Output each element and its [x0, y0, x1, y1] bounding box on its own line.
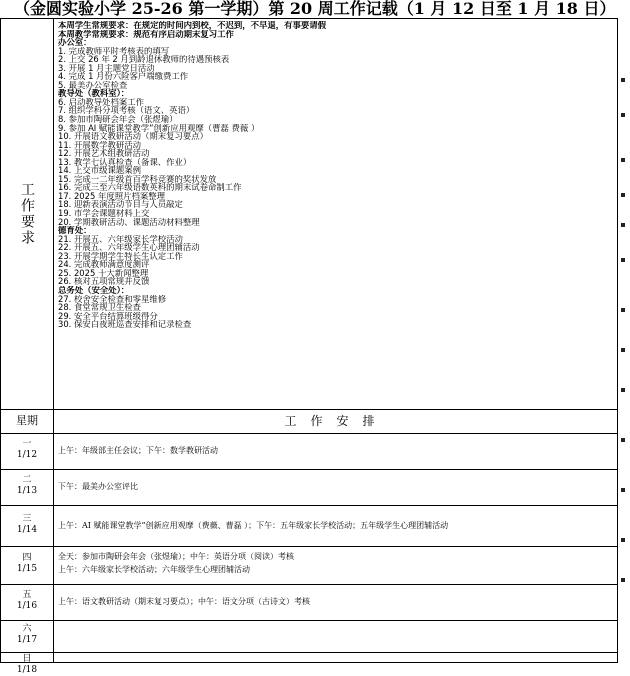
- requirement-item: 15. 完成一二年级首百学科竞赛的奖状发放: [58, 174, 217, 184]
- requirement-item: 11. 开展数学教研活动: [58, 140, 141, 150]
- arrangement-line: 上午：AI 赋能课堂教学”创新应用观摩（费薇、曹磊 ）；下午：五年级家长学校活动；五年级学生心理团辅活动: [58, 520, 449, 530]
- weekday-cell: [1, 590, 53, 612]
- row-divider: [1, 546, 617, 547]
- requirement-item: 12. 开展艺术组教研活动: [58, 149, 150, 158]
- requirement-item: 24. 完成教师满意度测评: [58, 260, 150, 269]
- requirement-item: 25. 2025 十大新闻整理: [58, 268, 149, 278]
- weekday-cell: [1, 553, 53, 575]
- requirement-item: 16. 完成三至六年级语数英科的期末试卷命制工作: [58, 183, 242, 192]
- weekday-cell: [1, 514, 53, 536]
- requirement-item: 8. 参加市陶研会年会（张煜瑜）: [58, 115, 178, 124]
- row-divider: [1, 469, 617, 470]
- requirement-heading: 本周教学常规要求：规范有序启动期末复习工作: [58, 29, 234, 39]
- requirement-heading: 本周学生常规要求：在规定的时间内到校，不迟到，不早退，有事要请假: [58, 21, 326, 30]
- requirement-heading: 教导处（教科室）：: [58, 89, 130, 98]
- cropped-glyph: [621, 193, 625, 197]
- work-record-table: [0, 18, 618, 675]
- weekday-cell: [1, 439, 53, 461]
- requirement-item: 9. 参加 AI 赋能课堂教学”创新应用观摩（曹磊 费薇 ）: [58, 123, 260, 133]
- column-divider: [53, 19, 54, 662]
- weekday-date: 1/17: [16, 635, 38, 645]
- work-requirements-list: [58, 21, 613, 329]
- arrangement-line: 上午：年级部主任会议；下午：数学教研活动: [58, 446, 218, 455]
- weekday-date: 1/13: [16, 486, 38, 496]
- cropped-adjacent-column: [618, 18, 630, 663]
- requirement-heading: 德育处：: [58, 226, 92, 235]
- requirement-item: 30. 保安白夜班巡查安排和记录检查: [58, 320, 192, 329]
- cropped-glyph: [621, 578, 625, 582]
- requirement-item: 21. 开展五、六年级家长学校活动: [58, 234, 183, 244]
- cropped-glyph: [621, 113, 625, 117]
- weekday-date: 1/15: [16, 564, 38, 574]
- arrangement-line: 全天：参加市陶研会年会（张煜瑜）；中午：英语分项（阅读）考核: [58, 552, 294, 561]
- cropped-glyph: [621, 158, 625, 162]
- cropped-glyph: [621, 308, 625, 312]
- weekday-name: 二: [22, 475, 32, 485]
- weekday-name: 六: [22, 624, 32, 634]
- cropped-glyph: [621, 538, 625, 542]
- work-requirements-label-cell: [1, 19, 53, 409]
- cropped-glyph: [621, 78, 625, 82]
- requirement-item: 1. 完成教师平时考核表的填写: [58, 46, 170, 56]
- arrangement-line: 上午：语文教研活动（期末复习要点）；中午：语文分项（古诗文）考核: [58, 597, 310, 606]
- requirement-item: 17. 2025 年度照片档案整理: [58, 191, 165, 201]
- requirement-item: 3. 开展 1 月主题党日活动: [58, 63, 155, 73]
- requirement-item: 13. 教学七认真检查（备课、作业）: [58, 157, 192, 167]
- row-divider: [1, 584, 617, 585]
- weekday-name: 一: [22, 439, 32, 449]
- weekday-date: 1/16: [16, 601, 38, 611]
- row-divider: [1, 433, 617, 434]
- arrangement-line: 上午：六年级家长学校活动；六年级学生心理团辅活动: [58, 565, 250, 574]
- arrangement-line: 下午：最美办公室评比: [58, 482, 138, 491]
- requirement-item: 18. 迎新表演活动节目与人员敲定: [58, 200, 183, 210]
- weekday-header: 星期: [16, 414, 38, 427]
- cropped-glyph: [621, 258, 625, 262]
- weekday-date: 1/18: [16, 665, 38, 675]
- cropped-glyph: [621, 388, 625, 392]
- requirement-item: 29. 安全平台结算班级得分: [58, 311, 158, 321]
- page-title: （金圆实验小学 25-26 第一学期）第 20 周工作记载（1 月 12 日至 1 月 18 日）: [14, 0, 616, 18]
- weekday-name: 五: [22, 590, 32, 600]
- requirement-item: 2. 上交 26 年 2 月到龄退休教师的待遇预核表: [58, 55, 230, 64]
- row-divider: [1, 652, 617, 653]
- work-requirements-label: 工作要求: [19, 182, 35, 246]
- requirement-item: 23. 开展学期学生特长生认定工作: [58, 251, 183, 261]
- requirement-item: 28. 食堂常规卫生检查: [58, 303, 141, 312]
- requirement-heading: 办公室：: [58, 38, 92, 47]
- arrangement-header: 工作安排: [284, 414, 389, 428]
- requirement-item: 20. 学期教研活动、课题活动材料整理: [58, 217, 200, 227]
- requirement-item: 22. 开展五、六年级学生心理团辅活动: [58, 243, 200, 252]
- cropped-glyph: [621, 348, 625, 352]
- cropped-glyph: [621, 438, 625, 442]
- row-divider: [1, 409, 617, 410]
- row-divider: [1, 505, 617, 506]
- requirement-item: 5. 最美办公室检查: [58, 80, 128, 90]
- weekday-date: 1/14: [16, 524, 38, 535]
- weekday-name: 日: [22, 654, 32, 664]
- row-divider: [1, 620, 617, 621]
- requirement-item: 7. 组织学科分项考核（语文、英语）: [58, 106, 195, 116]
- requirement-heading: 总务处（安全处）：: [58, 285, 130, 295]
- requirement-item: 26. 核对五项常规并反馈: [58, 277, 150, 286]
- weekday-cell: [1, 475, 53, 497]
- cropped-glyph: [621, 223, 625, 227]
- requirement-item: 10. 开展语文教研活动（期末复习要点）: [58, 132, 208, 141]
- weekday-name: 四: [22, 553, 32, 563]
- weekday-date: 1/12: [16, 450, 38, 460]
- weekday-cell: [1, 624, 53, 646]
- requirement-item: 19. 市学会课题材料上交: [58, 209, 150, 218]
- cropped-glyph: [621, 488, 625, 492]
- weekday-name: 三: [22, 513, 32, 524]
- requirement-item: 14. 上交市级课题案例: [58, 166, 141, 175]
- requirement-item: 6. 启动教导处档案工作: [58, 97, 145, 107]
- requirement-item: 4. 完成 1 月份六险客户端缴费工作: [58, 72, 189, 81]
- requirement-item: 27. 校舍安全检查和零星维修: [58, 294, 167, 304]
- weekday-cell: [1, 654, 53, 676]
